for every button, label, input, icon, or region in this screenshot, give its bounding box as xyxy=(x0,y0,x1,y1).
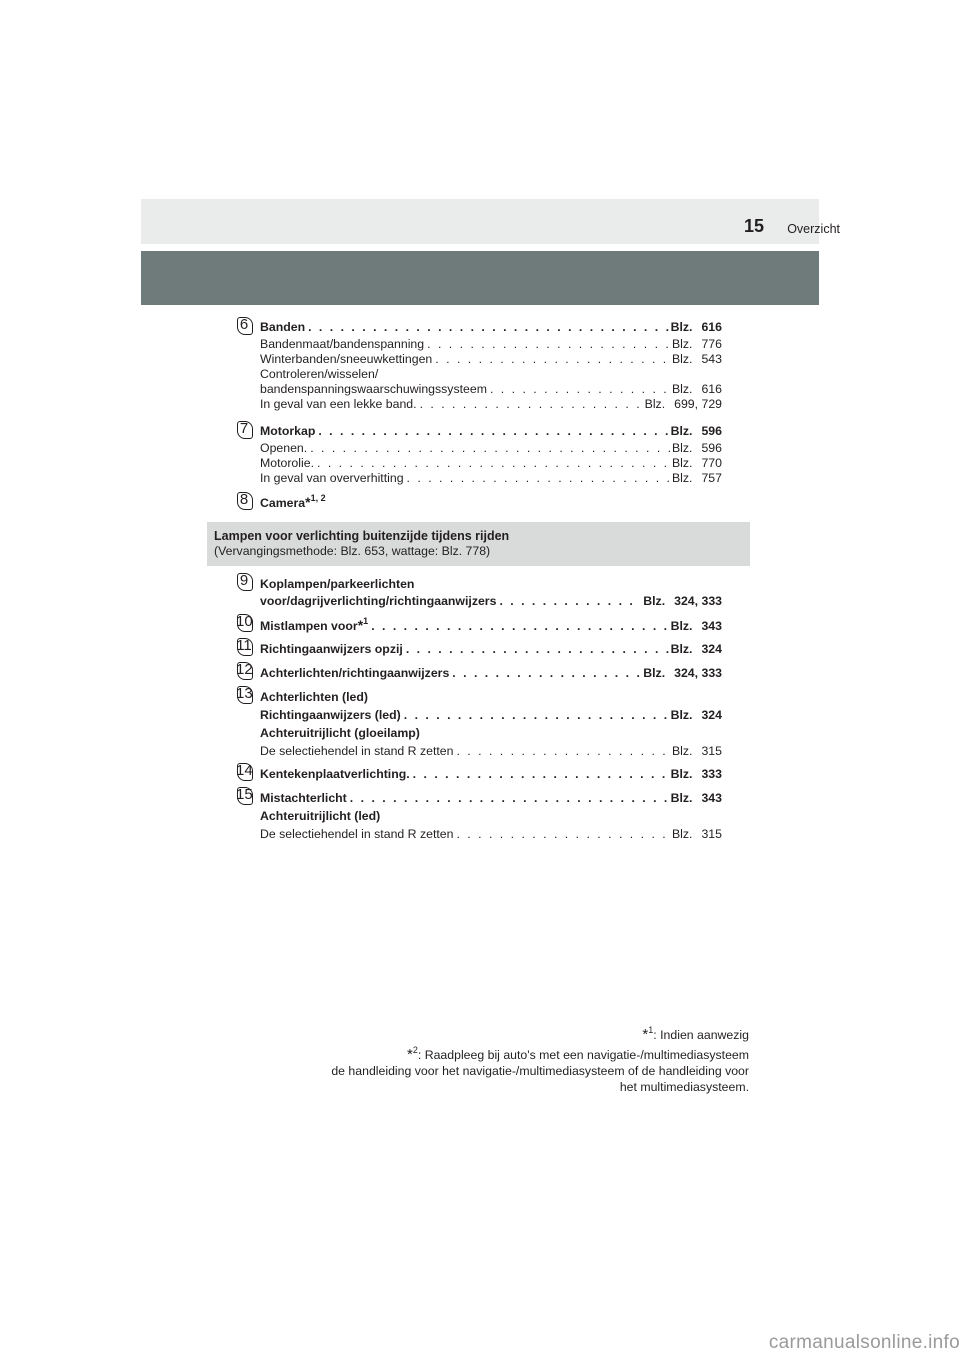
lamp-info-box xyxy=(207,522,750,566)
list-item: In geval van een lekke band. . . . Blz. 699, 729 xyxy=(260,397,722,412)
entry-camera xyxy=(260,495,722,510)
list-item: Bandenmaat/bandenspanning . . . Blz. 776 xyxy=(260,337,722,352)
entry-title-row: Banden . . . Blz. 616 xyxy=(260,320,722,335)
footnote-2-line-2: de handleiding voor het navigatie-/multimediasysteem of de handleiding voor xyxy=(331,1064,749,1078)
callout-number: 11 xyxy=(236,637,252,654)
list-item: In geval van oververhitting . . . Blz. 757 xyxy=(260,471,722,486)
list-item: De selectiehendel in stand R zetten . . . Blz. 315 xyxy=(260,744,722,759)
footnote-2: *$^2$: Raadpleeg bij auto's met een navigatie-/multimediasysteem xyxy=(407,1045,749,1063)
entry-motorkap xyxy=(260,424,722,486)
entry-title-row: voor/dagrijverlichting/richtingaanwijzers . . . Blz. 324, 333 xyxy=(260,594,722,609)
entry-title-row: Richtingaanwijzers opzij . . . Blz. 324 xyxy=(260,642,722,657)
callout-number: 9 xyxy=(236,573,252,589)
section-title: Overzicht xyxy=(787,222,840,236)
callout-number: 14 xyxy=(236,762,253,779)
callout-number: 6 xyxy=(236,317,252,333)
page-number: 15 xyxy=(744,216,765,236)
list-item: Openen. . . . Blz. 596 xyxy=(260,441,722,456)
list-item: Winterbanden/sneeuwkettingen . . . Blz. 543 xyxy=(260,352,722,367)
info-box-title: Lampen voor verlichting buitenzijde tijdens rijden xyxy=(214,529,510,543)
footnote-1: *$^1$: Indien aanwezig xyxy=(642,1025,749,1043)
info-box-subtitle: (Vervangingsmethode: Blz. 653, wattage: Blz. 778) xyxy=(214,544,491,558)
callout-number: 13 xyxy=(236,685,253,702)
entry-title-row: Camera*$^{1, 2}$ xyxy=(260,493,326,510)
list-item: Controleren/wisselen/ xyxy=(260,367,379,381)
entry-title-row: Motorkap . . . Blz. 596 xyxy=(260,424,722,439)
entry-mistlampen-voor xyxy=(260,618,722,633)
footnotes xyxy=(249,1027,749,1095)
header-band xyxy=(141,199,819,244)
callout-number: 10 xyxy=(236,613,253,630)
callout-number: 15 xyxy=(236,786,253,803)
list-item: Motorolie. . . . Blz. 770 xyxy=(260,456,722,471)
list-item: bandenspanningswaarschuwingssysteem . . . Blz. 616 xyxy=(260,382,722,397)
footnote-2-line-3: het multimediasysteem. xyxy=(619,1080,749,1094)
title-band xyxy=(141,251,819,305)
watermark: carmanualsonline.info xyxy=(768,1332,960,1353)
entry-achterlichten xyxy=(260,666,722,681)
entry-banden xyxy=(260,320,722,412)
callout-number: 7 xyxy=(236,421,252,437)
entry-mistachterlicht: Mistachterlicht . . . Blz. 343 Achteruitrijlicht (led) De selectiehendel in stand R zetten . . . Blz. 315 xyxy=(260,791,722,842)
entry-kentekenplaatverlichting xyxy=(260,767,722,782)
entry-title-row: Mistlampen voor*$^1$ . . . Blz. 343 xyxy=(260,618,722,633)
entry-achterlichten-led: Achterlichten (led) Richtingaanwijzers (led) . . . Blz. 324 Achteruitrijlicht (gloeilamp) De selectiehendel in stand R zetten . . . Blz. 315 xyxy=(260,690,722,759)
entry-title-row: Kentekenplaatverlichting. . . . Blz. 333 xyxy=(260,767,722,782)
entry-richtingaanwijzers-opzij xyxy=(260,642,722,657)
entry-title-row: Achterlichten/richtingaanwijzers . . . Blz. 324, 333 xyxy=(260,666,722,681)
entry-title-row: Richtingaanwijzers (led) . . . Blz. 324 xyxy=(260,708,722,723)
list-item: De selectiehendel in stand R zetten . . . Blz. 315 xyxy=(260,827,722,842)
entry-title-row: Mistachterlicht . . . Blz. 343 xyxy=(260,791,722,806)
callout-number: 8 xyxy=(236,492,252,508)
entry-koplampen: Koplampen/parkeerlichten voor/dagrijverlichting/richtingaanwijzers . . . Blz. 324, 333 xyxy=(260,577,722,609)
callout-number: 12 xyxy=(236,661,253,678)
